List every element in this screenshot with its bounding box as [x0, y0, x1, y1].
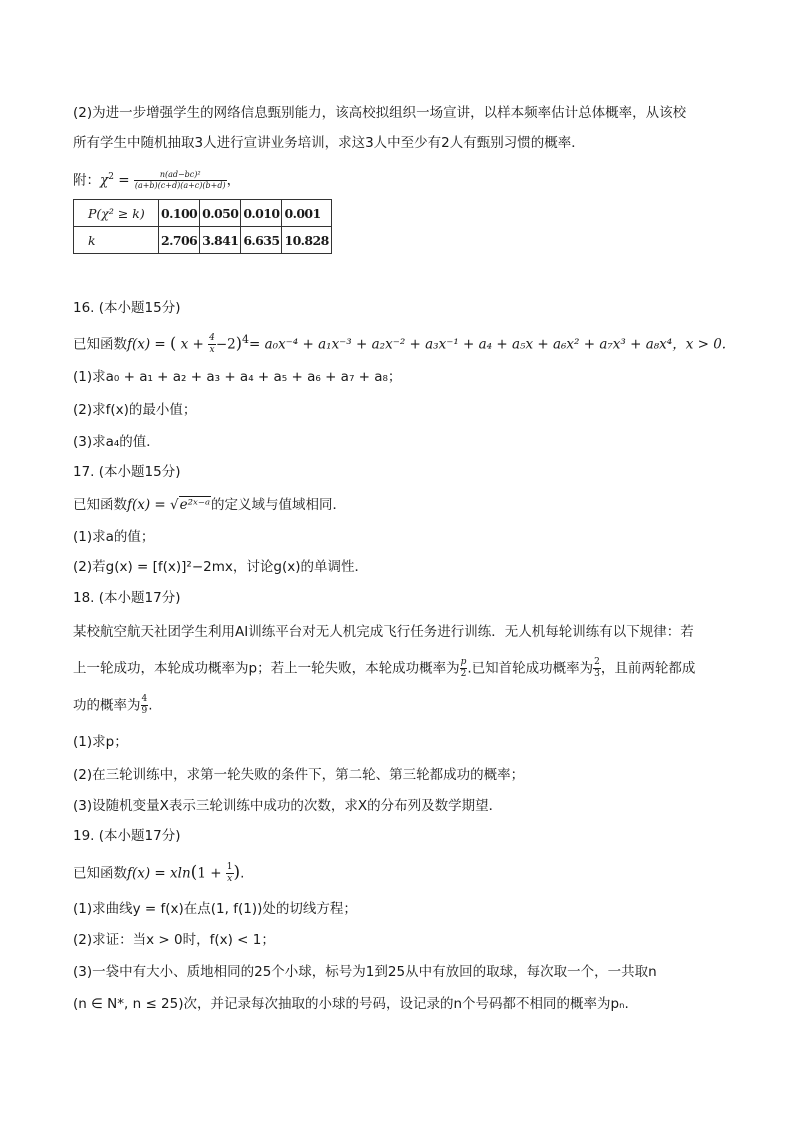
q19-stem: 已知函数f(x) = xln(1 + $\frac{1}{x}$ ).: [73, 862, 245, 884]
q18-stem-line3: 功的概率为 $\frac{4}{9}$ .: [73, 694, 153, 716]
chi-square-formula: 附：$\chi^2$ = $\frac{\text{n(ad−bc)²}}{(a+b)(c+d)(a+c)(b+d)}$ ，: [73, 170, 241, 190]
q16-part2: (2)求f(x)的最小值；: [73, 402, 197, 418]
q18-part2: (2)在三轮训练中，求第一轮失败的条件下，第二轮、第三轮都成功的概率；: [73, 767, 525, 783]
sqrt-radicand: e²ˣ⁻ᵃ: [179, 497, 211, 513]
q16-stem: 已知函数f(x) = ( x + $\frac{4}{x}$ −2)$^4$= a₀x⁻⁴ + a₁x⁻³ + a₂x⁻² + a₃x⁻¹ + a₄ + a₅x + a₆x² + a₇x³ + a₈x⁴，x > 0.: [73, 333, 727, 355]
q16-expansion: = a₀x⁻⁴ + a₁x⁻³ + a₂x⁻² + a₃x⁻¹ + a₄ + a₅x + a₆x² + a₇x³ + a₈x⁴，: [249, 336, 686, 353]
q19-header: 19. (本小题17分): [73, 828, 181, 844]
table-cell: 6.635: [241, 227, 282, 254]
q18-part3: (3)设随机变量X表示三轮训练中成功的次数，求X的分布列及数学期望．: [73, 798, 503, 814]
chi-square-fraction: $\frac{\text{n(ad−bc)²}}{(a+b)(c+d)(a+c)(b+d)}$: [134, 170, 226, 190]
table-cell: 0.100: [159, 200, 200, 227]
q19-part3-line2: (n ∈ N*, n ≤ 25)次，并记录每次抽取的小球的号码，设记录的n个号码都不相同的概率为pₙ.: [73, 996, 629, 1012]
q18-header: 18. (本小题17分): [73, 590, 181, 606]
table-cell: 0.010: [241, 200, 282, 227]
table-cell: 0.050: [200, 200, 241, 227]
q19-part2: (2)求证：当x > 0时，f(x) < 1；: [73, 932, 275, 948]
q15-part2-line1: (2)为进一步增强学生的网络信息甄别能力，该高校拟组织一场宣讲，以样本频率估计总体概率，从该校: [73, 105, 687, 121]
q16-part1: (1)求a₀ + a₁ + a₂ + a₃ + a₄ + a₅ + a₆ + a₇ + a₈；: [73, 369, 402, 385]
chi-symbol: χ: [100, 172, 109, 189]
q19-part3-line1: (3)一袋中有大小、质地相同的25个小球，标号为1到25从中有放回的取球，每次取一个，一共取n: [73, 964, 657, 980]
q18-part1: (1)求p；: [73, 734, 128, 750]
q18-stem-line1: 某校航空航天社团学生利用AI训练平台对无人机完成飞行任务进行训练．无人机每轮训练有以下规律：若: [73, 624, 694, 640]
critical-value-table: [73, 199, 332, 254]
q16-header: 16. (本小题15分): [73, 300, 181, 316]
q15-part2-line2: 所有学生中随机抽取3人进行宣讲业务培训，求这3人中至少有2人有甄别习惯的概率．: [73, 135, 585, 151]
table-cell: 2.706: [159, 227, 200, 254]
table-cell: 3.841: [200, 227, 241, 254]
table-cell: 0.001: [282, 200, 331, 227]
q17-part1: (1)求a的值；: [73, 529, 155, 545]
q17-part2: (2)若g(x) = [f(x)]²−2mx，讨论g(x)的单调性．: [73, 559, 368, 575]
q17-header: 17. (本小题15分): [73, 464, 181, 480]
q19-part1: (1)求曲线y = f(x)在点(1, f(1))处的切线方程；: [73, 901, 357, 917]
table-row: [74, 200, 332, 227]
table-header-p: P(χ² ≥ k): [74, 200, 159, 227]
table-cell: 10.828: [282, 227, 331, 254]
q18-stem-line2: 上一轮成功，本轮成功概率为p；若上一轮失败，本轮成功概率为 $\frac{p}{2}$ .已知首轮成功概率为 $\frac{2}{3}$ ，且前两轮都成: [73, 657, 696, 679]
q16-part3: (3)求a₄的值．: [73, 434, 160, 450]
formula-prefix: 附：: [73, 172, 100, 189]
q17-stem: 已知函数f(x) = √e²ˣ⁻ᵃ的定义域与值域相同．: [73, 497, 347, 513]
table-header-k: k: [74, 227, 159, 254]
table-row: [74, 227, 332, 254]
